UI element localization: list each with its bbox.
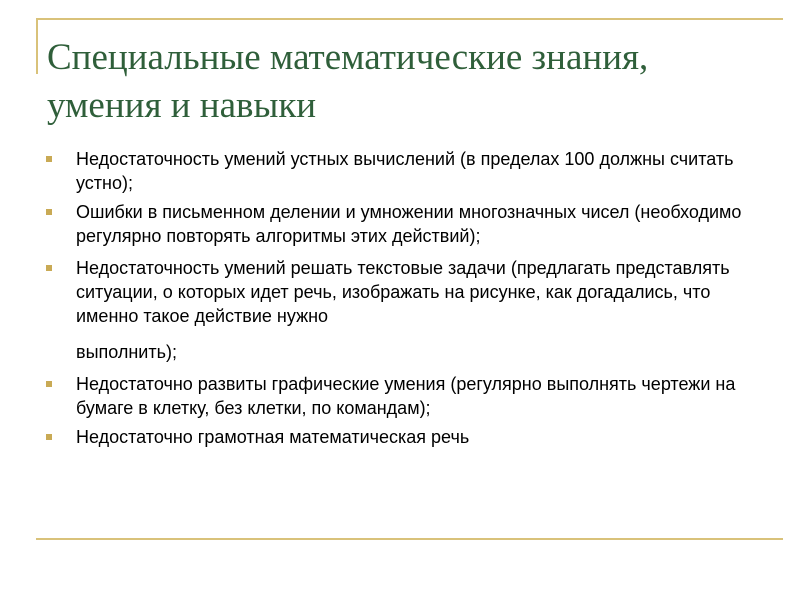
square-bullet-icon (46, 265, 52, 271)
top-divider (36, 18, 783, 20)
square-bullet-icon (46, 156, 52, 162)
bottom-divider (36, 538, 783, 540)
bullet-text: Недостаточно развиты графические умения (регулярно выполнять чертежи на бумаге в клетку, без клетки, по командам); (76, 374, 736, 418)
square-bullet-icon (46, 209, 52, 215)
bullet-item (44, 147, 744, 195)
square-bullet-icon (46, 434, 52, 440)
bullet-list (44, 147, 744, 454)
bullet-text: Недостаточность умений устных вычислений (в пределах 100 должны считать устно); (76, 149, 734, 193)
bullet-text: Ошибки в письменном делении и умножении многозначных чисел (необходимо регулярно повторять алгоритмы этих действий); (76, 202, 742, 246)
bullet-item (44, 425, 744, 449)
bullet-text: Недостаточно грамотная математическая речь (76, 427, 470, 447)
left-accent-line (36, 18, 38, 74)
bullet-text: Недостаточность умений решать текстовые задачи (предлагать представлять ситуации, о которых идет речь, изображать на рисунке, как догадались, что именно такое действие нужно (76, 258, 730, 326)
square-bullet-icon (46, 381, 52, 387)
bullet-item (44, 372, 744, 420)
bullet-text-tail: выполнить); (76, 342, 177, 362)
bullet-item (44, 200, 744, 248)
slide-title: Специальные математические знания, умения и навыки (47, 37, 649, 126)
bullet-item (44, 256, 744, 364)
